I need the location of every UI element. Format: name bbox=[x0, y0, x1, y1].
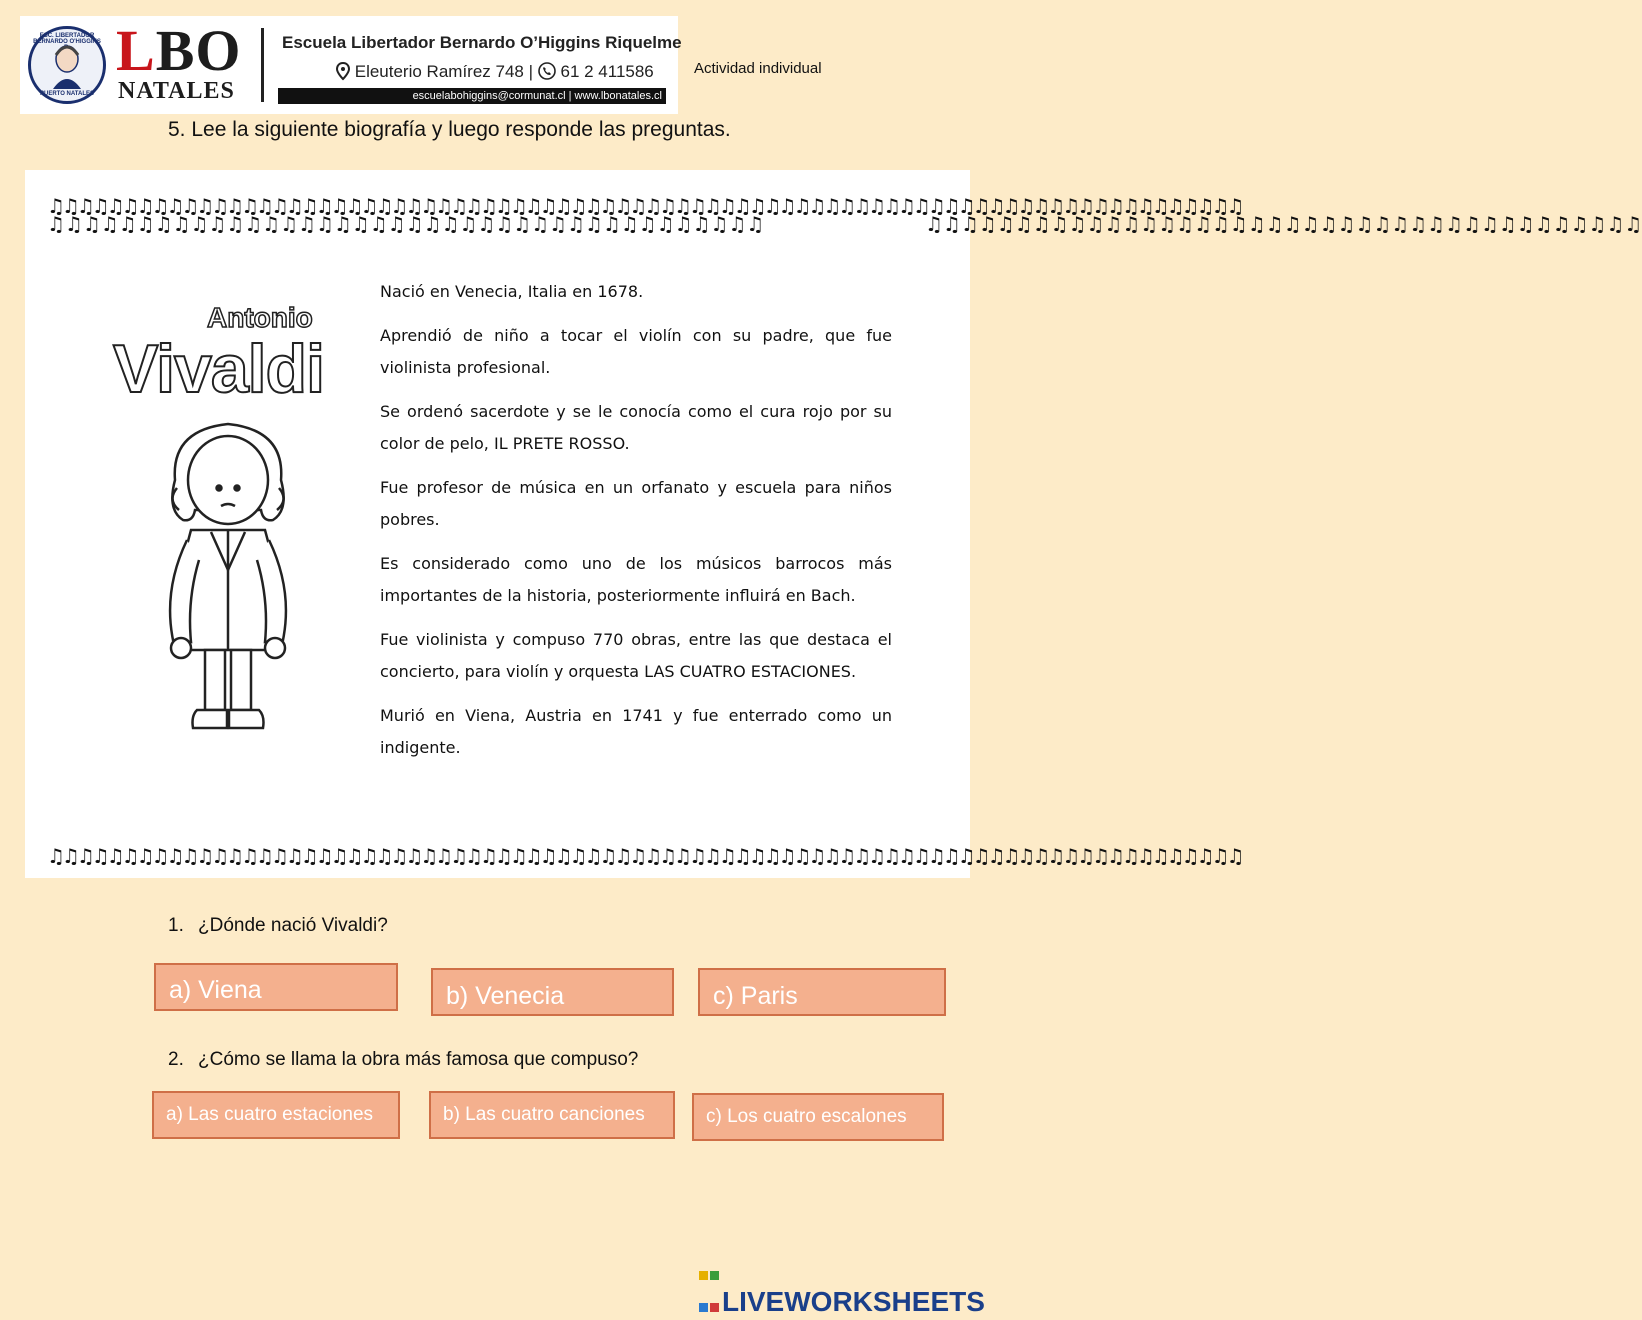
brand-natales: NATALES bbox=[118, 78, 235, 104]
biography-text bbox=[380, 276, 892, 776]
school-header bbox=[20, 16, 682, 114]
question-2 bbox=[168, 1049, 638, 1071]
question-number: 2. bbox=[168, 1049, 184, 1070]
bio-paragraph: Fue violinista y compuso 770 obras, entre las que destaca el concierto, para violín y orquesta LAS CUATRO ESTACIONES. bbox=[380, 630, 892, 681]
instruction-number: 5. bbox=[168, 118, 186, 141]
music-note-border-left: ♫♫♫♫♫♫♫♫♫♫♫♫♫♫♫♫♫♫♫♫♫♫♫♫♫♫♫♫♫♫♫♫♫♫♫♫♫♫♫♫ bbox=[47, 212, 765, 236]
phone-text: 61 2 411586 bbox=[560, 62, 654, 81]
bio-paragraph: Se ordenó sacerdote y se le conocía como el cura rojo por su color de pelo, IL PRETE ROSSO. bbox=[380, 402, 892, 453]
music-note-border-top: ♫♫♫♫♫♫♫♫♫♫♫♫♫♫♫♫♫♫♫♫♫♫♫♫♫♫♫♫♫♫♫♫♫♫♫♫♫♫♫♫♫♫♫♫♫♫♫♫♫♫♫♫♫♫♫♫♫♫♫♫♫♫♫♫♫♫♫♫♫♫♫♫♫♫♫♫♫♫♫♫ bbox=[47, 194, 1242, 218]
question-text: ¿Dónde nació Vivaldi? bbox=[198, 915, 388, 936]
crest-bottom-text: PUERTO NATALES bbox=[39, 91, 94, 97]
phone-icon bbox=[538, 62, 556, 80]
q2-option-c[interactable]: c) Los cuatro escalones bbox=[692, 1093, 944, 1141]
composer-first-name: Antonio bbox=[207, 302, 313, 333]
school-address bbox=[336, 62, 654, 82]
bio-paragraph: Nació en Venecia, Italia en 1678. bbox=[380, 282, 644, 301]
bio-paragraph: Aprendió de niño a tocar el violín con su padre, que fue violinista profesional. bbox=[380, 326, 892, 377]
address-text: Eleuterio Ramírez 748 bbox=[354, 62, 524, 81]
q2-option-b[interactable]: b) Las cuatro canciones bbox=[429, 1091, 675, 1139]
composer-last-name: Vivaldi bbox=[113, 331, 324, 407]
q1-option-a[interactable]: a) Viena bbox=[154, 963, 398, 1011]
bio-paragraph: Murió en Viena, Austria en 1741 y fue enterrado como un indigente. bbox=[380, 706, 892, 757]
location-pin-icon bbox=[336, 62, 350, 80]
brand-l: L bbox=[116, 18, 156, 83]
q2-option-a[interactable]: a) Las cuatro estaciones bbox=[152, 1091, 400, 1139]
liveworksheets-logo bbox=[698, 1256, 985, 1320]
q1-option-c[interactable]: c) Paris bbox=[698, 968, 946, 1016]
q1-option-b[interactable]: b) Venecia bbox=[431, 968, 674, 1016]
music-note-border-right: ♫♫♫♫♫♫♫♫♫♫♫♫♫♫♫♫♫♫♫♫♫♫♫♫♫♫♫♫♫♫♫♫♫♫♫♫♫♫♫♫ bbox=[925, 212, 1642, 236]
activity-label: Actividad individual bbox=[694, 60, 822, 77]
liveworksheets-text: LIVEWORKSHEETS bbox=[722, 1286, 985, 1317]
header-divider bbox=[261, 28, 264, 102]
contact-bar: escuelabohiggins@cormunat.cl | www.lbonatales.cl bbox=[278, 88, 666, 104]
question-1 bbox=[168, 915, 388, 937]
instruction-text: Lee la siguiente biografía y luego responde las preguntas. bbox=[191, 118, 731, 141]
crest-top-text: ESC. LIBERTADOR BERNARDO O'HIGGINS bbox=[33, 33, 101, 45]
address-separator: | bbox=[528, 62, 538, 81]
instruction bbox=[168, 118, 731, 142]
bio-paragraph: Fue profesor de música en un orfanato y escuela para niños pobres. bbox=[380, 478, 892, 529]
brand-lbo bbox=[116, 20, 242, 82]
liveworksheets-squares-icon bbox=[698, 1256, 722, 1320]
question-text: ¿Cómo se llama la obra más famosa que compuso? bbox=[198, 1049, 639, 1070]
biography-card bbox=[25, 170, 1642, 878]
question-number: 1. bbox=[168, 915, 184, 936]
brand-bo: BO bbox=[155, 18, 242, 83]
school-name: Escuela Libertador Bernardo O’Higgins Riquelme bbox=[282, 33, 682, 52]
vivaldi-cartoon-illustration bbox=[153, 410, 303, 755]
music-note-border-bottom: ♫♫♫♫♫♫♫♫♫♫♫♫♫♫♫♫♫♫♫♫♫♫♫♫♫♫♫♫♫♫♫♫♫♫♫♫♫♫♫♫♫♫♫♫♫♫♫♫♫♫♫♫♫♫♫♫♫♫♫♫♫♫♫♫♫♫♫♫♫♫♫♫♫♫♫♫♫♫♫♫ bbox=[47, 844, 1242, 868]
bio-paragraph: Es considerado como uno de los músicos barrocos más importantes de la historia, posteriormente influirá en Bach. bbox=[380, 554, 892, 605]
school-crest-logo bbox=[28, 26, 106, 104]
